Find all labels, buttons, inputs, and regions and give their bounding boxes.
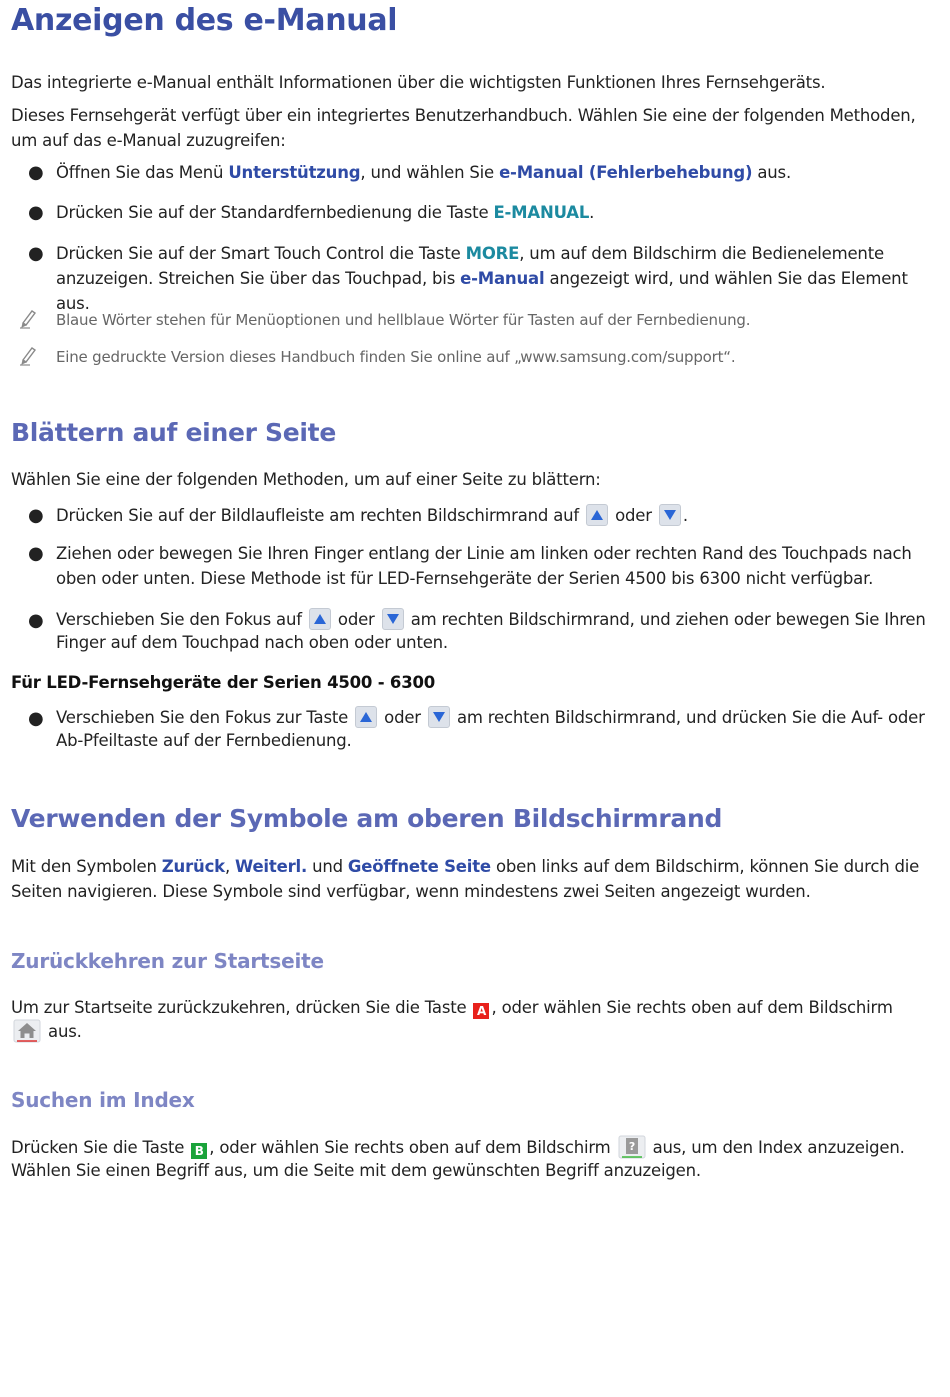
down-arrow-icon	[659, 504, 681, 526]
intro-paragraph-1: Das integrierte e-Manual enthält Informationen über die wichtigsten Funktionen Ihres Fernsehgeräts.	[11, 73, 826, 92]
subsection-heading-home: Zurückkehren zur Startseite	[11, 949, 324, 973]
section-heading-symbols: Verwenden der Symbole am oberen Bildschirmrand	[11, 804, 723, 833]
menu-option-text: Weiterl.	[235, 857, 308, 876]
bullet-dot: ●	[28, 243, 44, 264]
bullet-text: Öffnen Sie das Menü Unterstützung, und wählen Sie e-Manual (Fehlerbehebung) aus.	[56, 163, 791, 182]
menu-option-text: e-Manual (Fehlerbehebung)	[499, 163, 753, 182]
note-text: Eine gedruckte Version dieses Handbuch finden Sie online auf „www.samsung.com/support“.	[56, 348, 736, 366]
remote-key-text: E-MANUAL	[493, 203, 590, 222]
index-icon	[618, 1135, 646, 1159]
pencil-note-icon	[18, 307, 38, 329]
bullet-text: Drücken Sie auf der Standardfernbedienung die Taste E-MANUAL.	[56, 203, 595, 222]
bullet-dot: ●	[28, 543, 44, 564]
intro-paragraph-2: Dieses Fernsehgerät verfügt über ein integriertes Benutzerhandbuch. Wählen Sie eine der folgenden Methoden, um auf das e-Manual zuzugreifen:	[11, 106, 916, 150]
scroll-intro: Wählen Sie eine der folgenden Methoden, um auf einer Seite zu blättern:	[11, 470, 601, 489]
bullet-text: Drücken Sie auf der Smart Touch Control die Taste MORE, um auf dem Bildschirm die Bedienelemente anzuzeigen. Streichen Sie über das Touchpad, bis e-Manual angezeigt wird, und wählen Sie das Element aus.	[56, 244, 908, 313]
bullet-text: Drücken Sie auf der Bildlaufleiste am rechten Bildschirmrand auf oder .	[56, 506, 688, 525]
menu-option-text: Unterstützung	[228, 163, 361, 182]
note-text: Blaue Wörter stehen für Menüoptionen und hellblaue Wörter für Tasten auf der Fernbedienung.	[56, 311, 751, 329]
bullet-text: Verschieben Sie den Fokus auf oder am rechten Bildschirmrand, und ziehen oder bewegen Sie Ihren Finger auf dem Touchpad nach oben oder unten.	[56, 610, 926, 652]
index-paragraph: Drücken Sie die Taste B , oder wählen Sie rechts oben auf dem Bildschirm ? aus, um den Index anzuzeigen. Wählen Sie einen Begriff aus, um die Seite mit dem gewünschten Begriff anzuzeigen.	[11, 1135, 928, 1182]
bullet-text: Ziehen oder bewegen Sie Ihren Finger entlang der Linie am linken oder rechten Rand des Touchpads nach oben oder unten. Diese Methode ist für LED-Fernsehgeräte der Serien 4500 bis 6300 nicht verfügbar.	[56, 544, 912, 588]
up-arrow-icon	[309, 608, 331, 630]
menu-option-text: e-Manual	[460, 269, 545, 288]
remote-key-text: MORE	[465, 244, 520, 263]
bullet-dot: ●	[28, 708, 44, 729]
page-title: Anzeigen des e-Manual	[11, 3, 398, 38]
symbols-paragraph: Mit den Symbolen Zurück, Weiterl. und Geöffnete Seite oben links auf dem Bildschirm, können Sie durch die Seiten navigieren. Diese Symbole sind verfügbar, wenn mindestens zwei Seiten angezeigt wurden.	[11, 857, 920, 901]
bullet-dot: ●	[28, 202, 44, 223]
menu-option-text: Zurück	[161, 857, 225, 876]
bullet-dot: ●	[28, 162, 44, 183]
section-heading-scroll: Blättern auf einer Seite	[11, 418, 336, 447]
up-arrow-icon	[586, 504, 608, 526]
home-icon	[13, 1019, 41, 1043]
menu-option-text: Geöffnete Seite	[347, 857, 491, 876]
bullet-text: Verschieben Sie den Fokus zur Taste oder am rechten Bildschirmrand, und drücken Sie die Auf- oder Ab-Pfeiltaste auf der Fernbedienung.	[56, 708, 925, 750]
down-arrow-icon	[428, 706, 450, 728]
down-arrow-icon	[382, 608, 404, 630]
subsection-heading-index: Suchen im Index	[11, 1088, 195, 1112]
bullet-dot: ●	[28, 505, 44, 526]
bullet-dot: ●	[28, 610, 44, 631]
red-a-key-icon: A	[473, 1003, 489, 1019]
green-b-key-icon: B	[191, 1143, 207, 1159]
led-subheading: Für LED-Fernsehgeräte der Serien 4500 - 6300	[11, 673, 436, 692]
pencil-note-icon	[18, 344, 38, 366]
up-arrow-icon	[355, 706, 377, 728]
home-paragraph: Um zur Startseite zurückzukehren, drücken Sie die Taste A , oder wählen Sie rechts oben auf dem Bildschirm aus.	[11, 998, 893, 1041]
svg-text:?: ?	[628, 1140, 635, 1153]
